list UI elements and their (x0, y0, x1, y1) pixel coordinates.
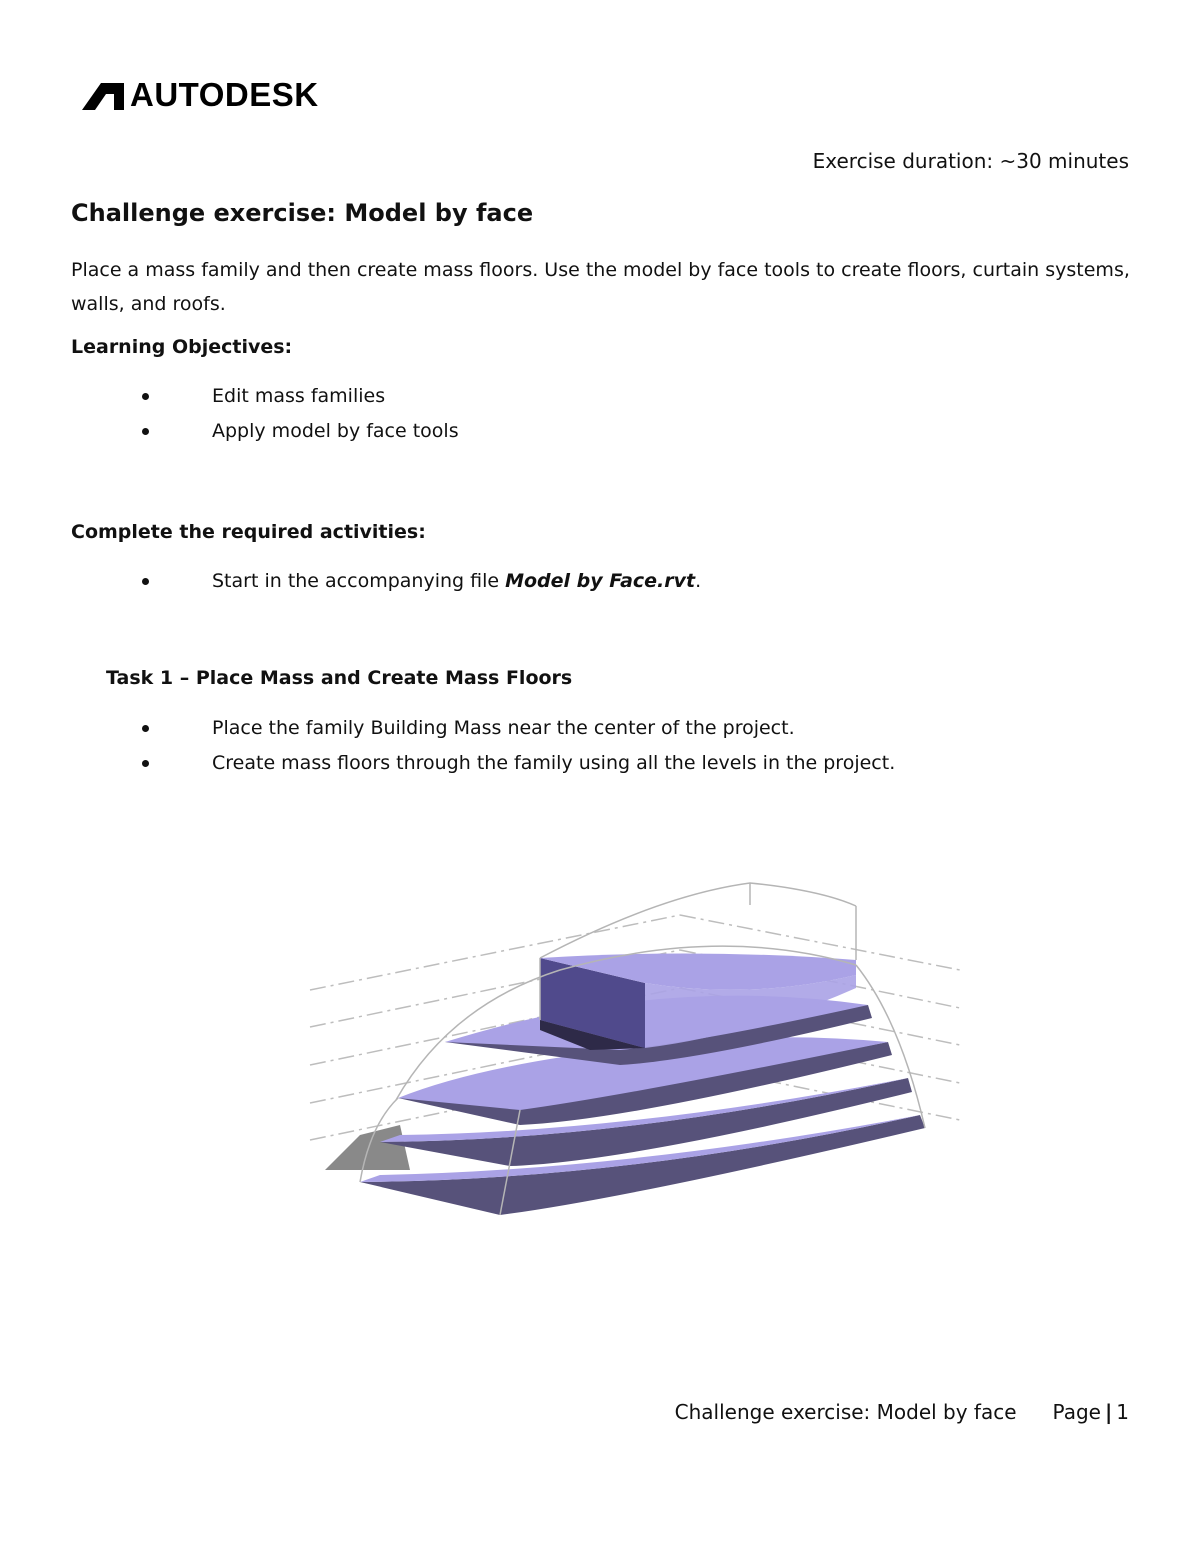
footer-doc-title: Challenge exercise: Model by face (674, 1400, 1017, 1424)
bullet-icon (142, 725, 149, 732)
list-item-text: Place the family Building Mass near the center of the project. (212, 717, 795, 739)
list-item-text: Edit mass families (212, 385, 386, 407)
objectives-heading: Learning Objectives: (71, 336, 293, 358)
top-mass-block (540, 953, 856, 1050)
autodesk-logo-mark-icon (82, 80, 124, 110)
bullet-icon (142, 578, 149, 585)
task-1-heading: Task 1 – Place Mass and Create Mass Floors (106, 667, 573, 689)
footer-page-label: Page (1052, 1400, 1101, 1424)
required-activities-heading: Complete the required activities: (71, 521, 426, 543)
page-title: Challenge exercise: Model by face (71, 199, 534, 227)
exercise-duration: Exercise duration: ~30 minutes (812, 149, 1129, 173)
bullet-icon (142, 393, 149, 400)
list-item-text (212, 564, 701, 599)
mass-floors-illustration (300, 870, 970, 1230)
autodesk-logo (82, 76, 319, 113)
footer-separator: | (1104, 1400, 1113, 1424)
logo-wordmark: AUTODESK (130, 76, 319, 113)
file-name: Model by Face.rvt (505, 570, 696, 592)
list-item-text: Create mass floors through the family using all the levels in the project. (212, 752, 896, 774)
required-item-prefix: Start in the accompanying file (212, 570, 506, 592)
bullet-icon (142, 428, 149, 435)
list-item-text: Apply model by face tools (212, 420, 459, 442)
ground-shadow (325, 1125, 410, 1170)
required-item-suffix: . (695, 570, 702, 592)
page-footer (675, 1400, 1129, 1424)
bullet-icon (142, 760, 149, 767)
intro-paragraph: Place a mass family and then create mass floors. Use the model by face tools to create floors, curtain systems, walls, and roofs. (71, 259, 1130, 315)
footer-page-number: 1 (1116, 1400, 1129, 1424)
